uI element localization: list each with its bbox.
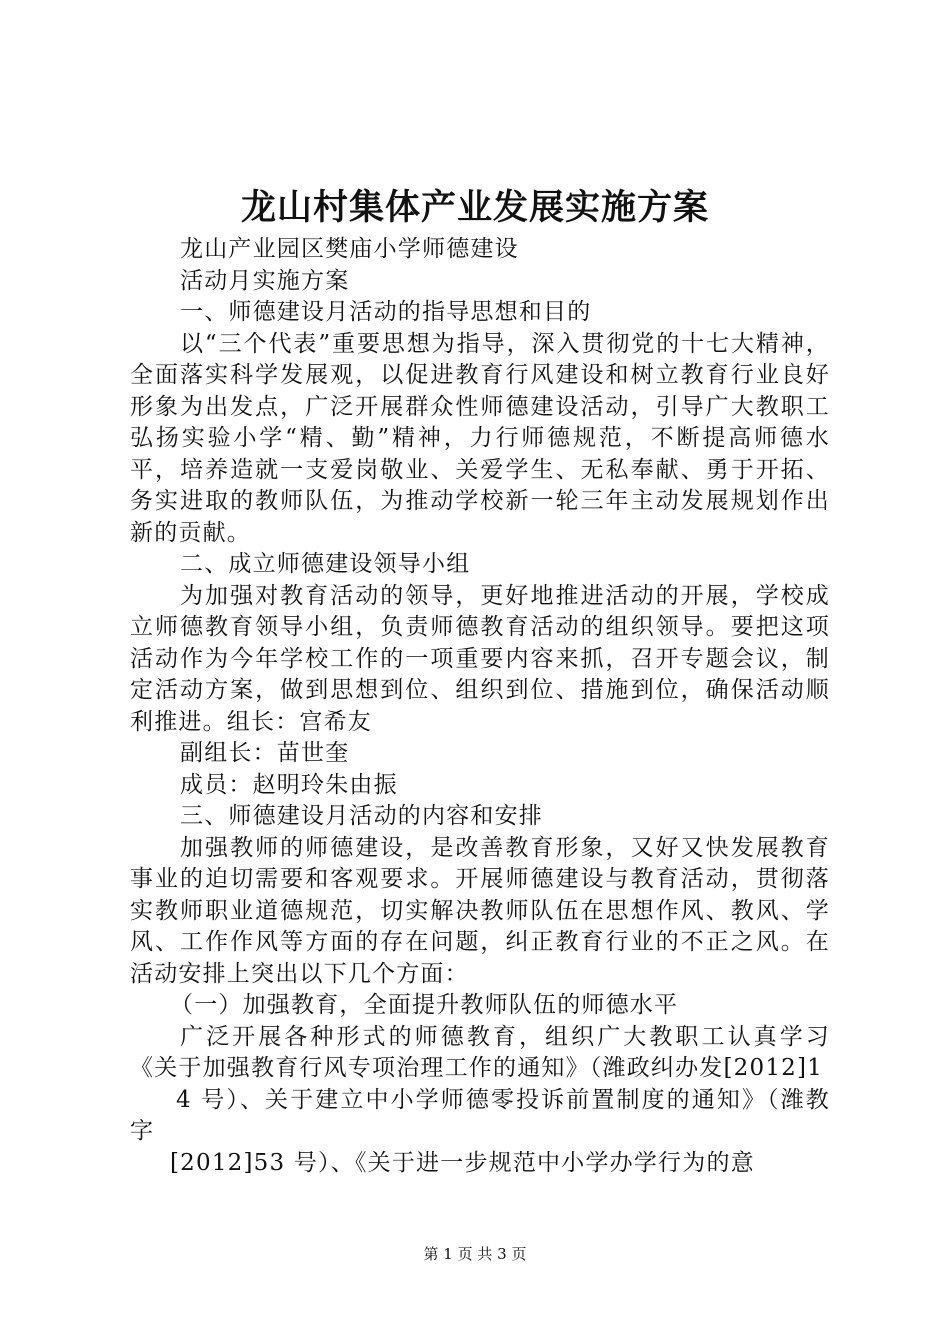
section-heading-2: 二、成立师德建设领导小组 [180, 551, 471, 577]
paragraph-deputy-leader: 副组长：苗世奎 [180, 740, 350, 766]
paragraph-education: 广泛开展各种形式的师德教育，组织广大教职工认真学习《关于加强教育行风专项治理工作的通知》（潍政纠办发[2012]1 [130, 1023, 830, 1081]
paragraph-regulation-reference: [2012]53 号）、《关于进一步规范中小学办学行为的意 [170, 1149, 755, 1176]
section-heading-1: 一、师德建设月活动的指导思想和目的 [180, 299, 592, 325]
document-title: 龙山村集体产业发展实施方案 [240, 187, 709, 228]
paragraph-content-arrangement: 加强教师的师德建设，是改善教育形象，又好又快发展教育事业的迫切需要和客观要求。开展师德建设与教育活动，贯彻落实教师职业道德规范，切实解决教师队伍在思想作风、教风、学风、工作作风等方面的存在问题，纠正教育行业的不正之风。在活动安排上突出以下几个方面： [130, 834, 830, 987]
paragraph-notice-reference: 4 号）、关于建立中小学师德零投诉前置制度的通知》（潍教字 [130, 1086, 830, 1144]
paragraph-leadership-group: 为加强对教育活动的领导，更好地推进活动的开展，学校成立师德教育领导小组，负责师德教育活动的组织领导。要把这项活动作为今年学校工作的一项重要内容来抓，召开专题会议，制定活动方案，做到思想到位、组织到位、措施到位，确保活动顺利推进。组长：宫希友 [130, 582, 830, 735]
subsection-heading-1: （一）加强教育，全面提升教师队伍的师德水平 [170, 992, 679, 1018]
paragraph-guiding-thought: 以“三个代表”重要思想为指导，深入贯彻党的十七大精神，全面落实科学发展观，以促进教育行风建设和树立教育行业良好形象为出发点，广泛开展群众性师德建设活动，引导广大教职工弘扬实验小学“精、勤”精神，力行师德规范，不断提高师德水平，培养造就一支爱岗敬业、关爱学生、无私奉献、勇于开拓、务实进取的教师队伍，为推动学校新一轮三年主动发展规划作出新的贡献。 [130, 330, 830, 546]
page-indicator: 第 1 页 共 3 页 [423, 1245, 527, 1263]
document-body [130, 234, 830, 1179]
paragraph-subtitle-2: 活动月实施方案 [180, 267, 350, 294]
paragraph-subtitle-1: 龙山产业园区樊庙小学师德建设 [180, 236, 519, 262]
section-heading-3: 三、师德建设月活动的内容和安排 [180, 803, 543, 829]
paragraph-members: 成员：赵明玲朱由振 [180, 771, 398, 798]
